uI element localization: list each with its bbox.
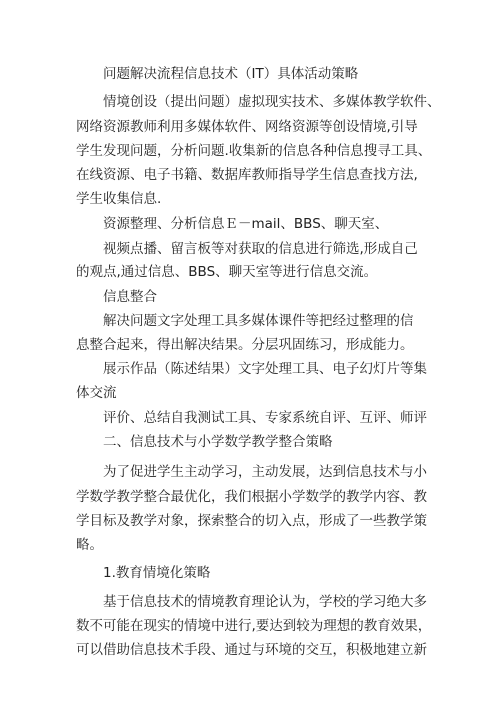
text-line: 体交流 xyxy=(76,385,117,401)
text-line: 在线资源、电子书籍、数据库教师指导学生信息查找方法, xyxy=(76,167,418,183)
section-heading: 信息整合 xyxy=(103,289,157,305)
text-line: 的观点,通过信息、BBS、聊天室等进行信息交流。 xyxy=(76,264,378,280)
text-line: 情境创设（提出问题）虚拟现实技术、多媒体教学软件、 xyxy=(103,94,441,110)
text-line: 资源整理、分析信息Ｅ－mail、BBS、聊天室、 xyxy=(103,216,389,232)
text-line: 学数学教学整合最优化，我们根据小学数学的教学内容、教 xyxy=(76,489,427,505)
text-line: 数不可能在现实的情境中进行,要达到较为理想的教育效果， xyxy=(76,618,432,634)
text-line: 为了促进学生主动学习，主动发展，达到信息技术与小 xyxy=(103,464,427,480)
text-line: 学目标及教学对象，探索整合的切入点，形成了一些教学策 xyxy=(76,513,427,529)
text-line: 展示作品（陈述结果）文字处理工具、电子幻灯片等集 xyxy=(103,361,427,377)
text-line: 息整合起来，得出解决结果。分层巩固练习，形成能力。 xyxy=(76,337,414,353)
text-line: 学生收集信息. xyxy=(76,191,162,207)
text-line: 评价、总结自我测试工具、专家系统自评、互评、师评 xyxy=(103,410,427,426)
text-line: 可以借助信息技术手段、通过与环境的交互，积极地建立新 xyxy=(76,642,427,658)
section-heading: 二、信息技术与小学数学教学整合策略 xyxy=(103,434,333,450)
text-line: 基于信息技术的情境教育理论认为，学校的学习绝大多 xyxy=(103,594,427,610)
text-line: 解决问题文字处理工具多媒体课件等把经过整理的信 xyxy=(103,313,414,329)
subsection-heading: 1.教育情境化策略 xyxy=(103,565,211,581)
text-line: 视频点播、留言板等对获取的信息进行筛选,形成自己 xyxy=(103,241,418,257)
text-line: 网络资源教师利用多媒体软件、网络资源等创设情境,引导 xyxy=(76,119,418,135)
text-line: 问题解决流程信息技术（IT）具体活动策略 xyxy=(103,66,359,82)
text-line: 学生发现问题，分析问题.收集新的信息各种信息搜寻工具、 xyxy=(76,143,432,159)
text-line: 略。 xyxy=(76,537,103,553)
